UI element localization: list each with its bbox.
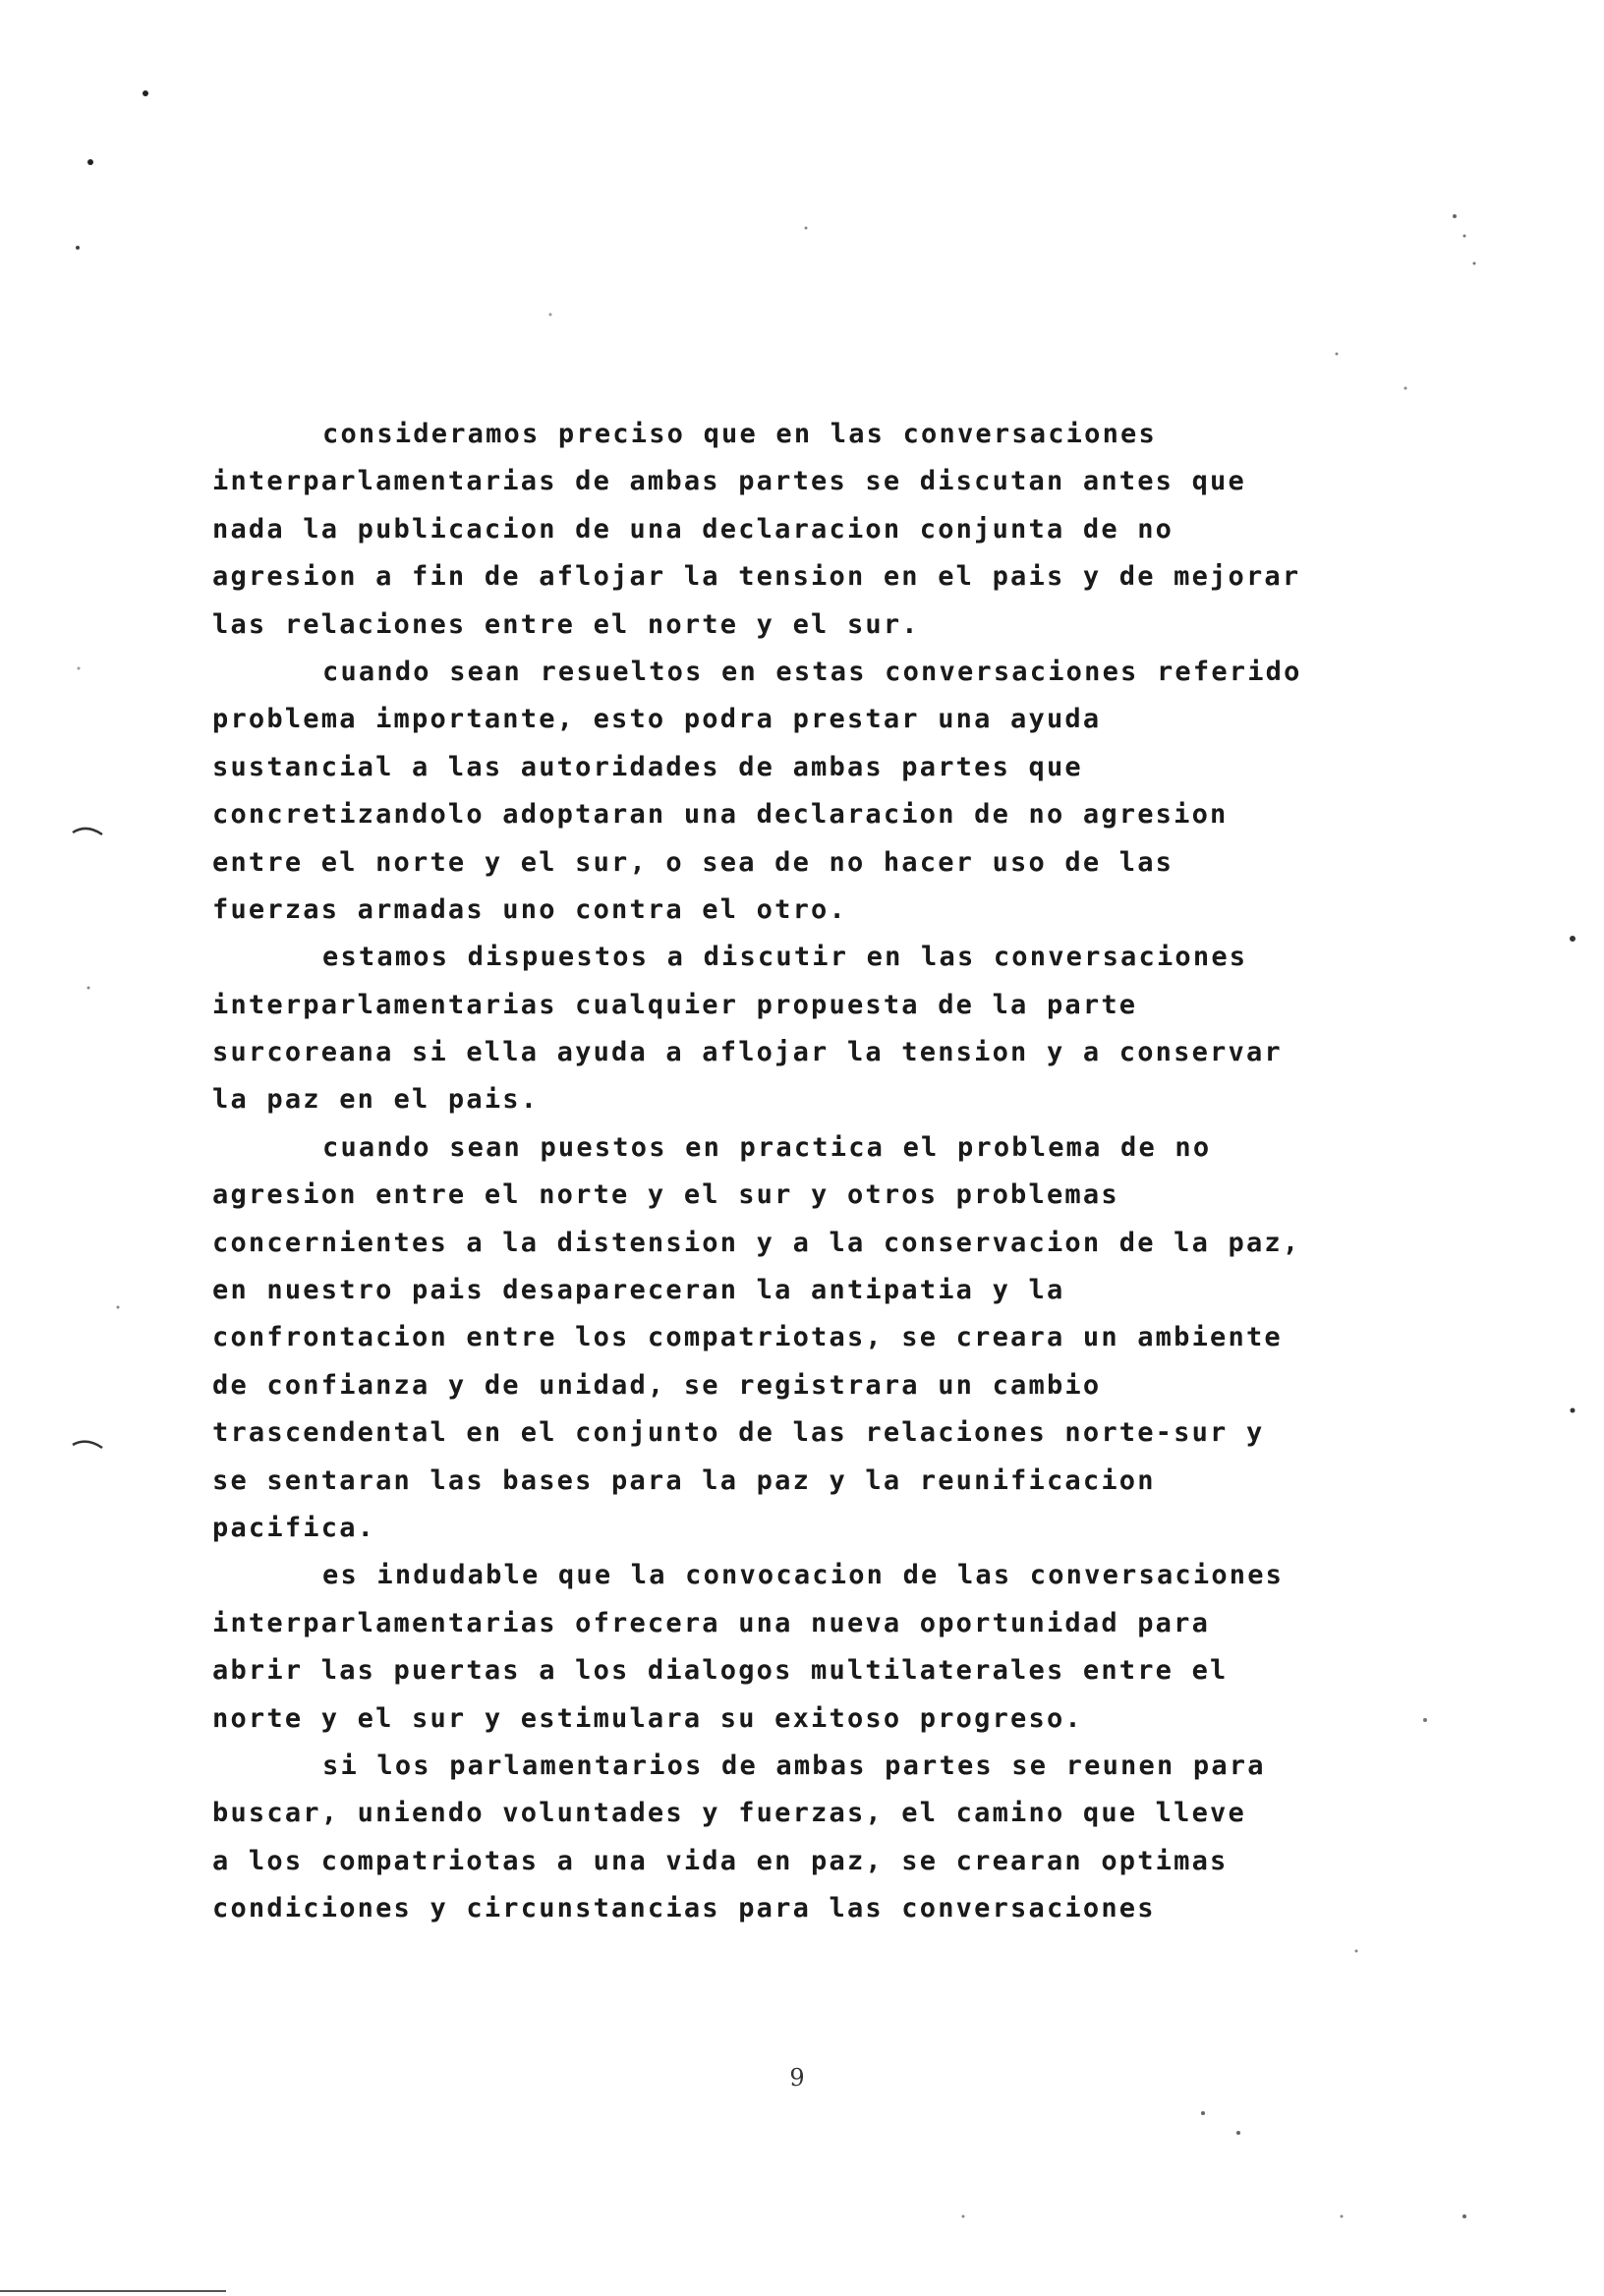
text-line: se sentaran las bases para la paz y la reunificacion [212,1464,1156,1496]
text-line: confrontacion entre los compatriotas, se creara un ambiente [212,1322,1283,1353]
text-line: nada la publicacion de una declaracion conjunta de no [212,513,1174,545]
text-line: entre el norte y el sur, o sea de no hacer uso de las [212,846,1174,878]
text-line: es indudable que la convocacion de las conversaciones [322,1560,1285,1591]
text-line: norte y el sur y estimulara su exitoso progreso. [212,1702,1083,1734]
bottom-edge-rule [0,2290,226,2292]
text-line: las relaciones entre el norte y el sur. [212,608,920,640]
text-line: buscar, uniendo voluntades y fuerzas, el camino que lleve [212,1798,1246,1829]
text-line: problema importante, esto podra prestar una ayuda [212,704,1102,735]
text-line: surcoreana si ella ayuda a aflojar la tension y a conservar [212,1037,1283,1068]
text-line: concretizandolo adoptaran una declaracion de no agresion [212,799,1229,831]
page-number: 9 [789,2064,805,2092]
text-line: interparlamentarias cualquier propuesta de la parte [212,989,1138,1020]
text-line: estamos dispuestos a discutir en las conversaciones [322,942,1248,973]
paragraph [212,934,1411,1124]
text-line: abrir las puertas a los dialogos multilaterales entre el [212,1655,1229,1687]
text-line: trascendental en el conjunto de las relaciones norte-sur y [212,1417,1265,1449]
paragraph [212,1552,1411,1743]
paragraph [212,649,1411,934]
text-line: en nuestro pais desapareceran la antipatia y la [212,1275,1065,1306]
text-line: a los compatriotas a una vida en paz, se crearan optimas [212,1845,1229,1876]
text-line: cuando sean resueltos en estas conversaciones referido [322,656,1302,687]
text-line: interparlamentarias de ambas partes se discutan antes que [212,466,1246,497]
text-line: sustancial a las autoridades de ambas partes que [212,751,1083,782]
paragraph [212,1124,1411,1553]
text-line: de confianza y de unidad, se registrara un cambio [212,1369,1102,1401]
text-line: concernientes a la distension y a la conservacion de la paz, [212,1227,1301,1258]
text-line: agresion entre el norte y el sur y otros problemas [212,1179,1119,1211]
paragraph [212,411,1411,649]
text-line: la paz en el pais. [212,1084,540,1116]
body-text [212,411,1411,1933]
text-line: consideramos preciso que en las conversaciones [322,419,1157,449]
text-line: agresion a fin de aflojar la tension en el pais y de mejorar [212,561,1301,593]
text-line: fuerzas armadas uno contra el otro. [212,893,847,925]
text-line: cuando sean puestos en practica el problema de no [322,1131,1212,1163]
text-line: pacifica. [212,1512,376,1543]
text-line: condiciones y circunstancias para las conversaciones [212,1893,1156,1924]
paragraph [212,1743,1411,1933]
text-line: interparlamentarias ofrecera una nueva oportunidad para [212,1607,1211,1638]
text-line: si los parlamentarios de ambas partes se reunen para [322,1750,1266,1781]
